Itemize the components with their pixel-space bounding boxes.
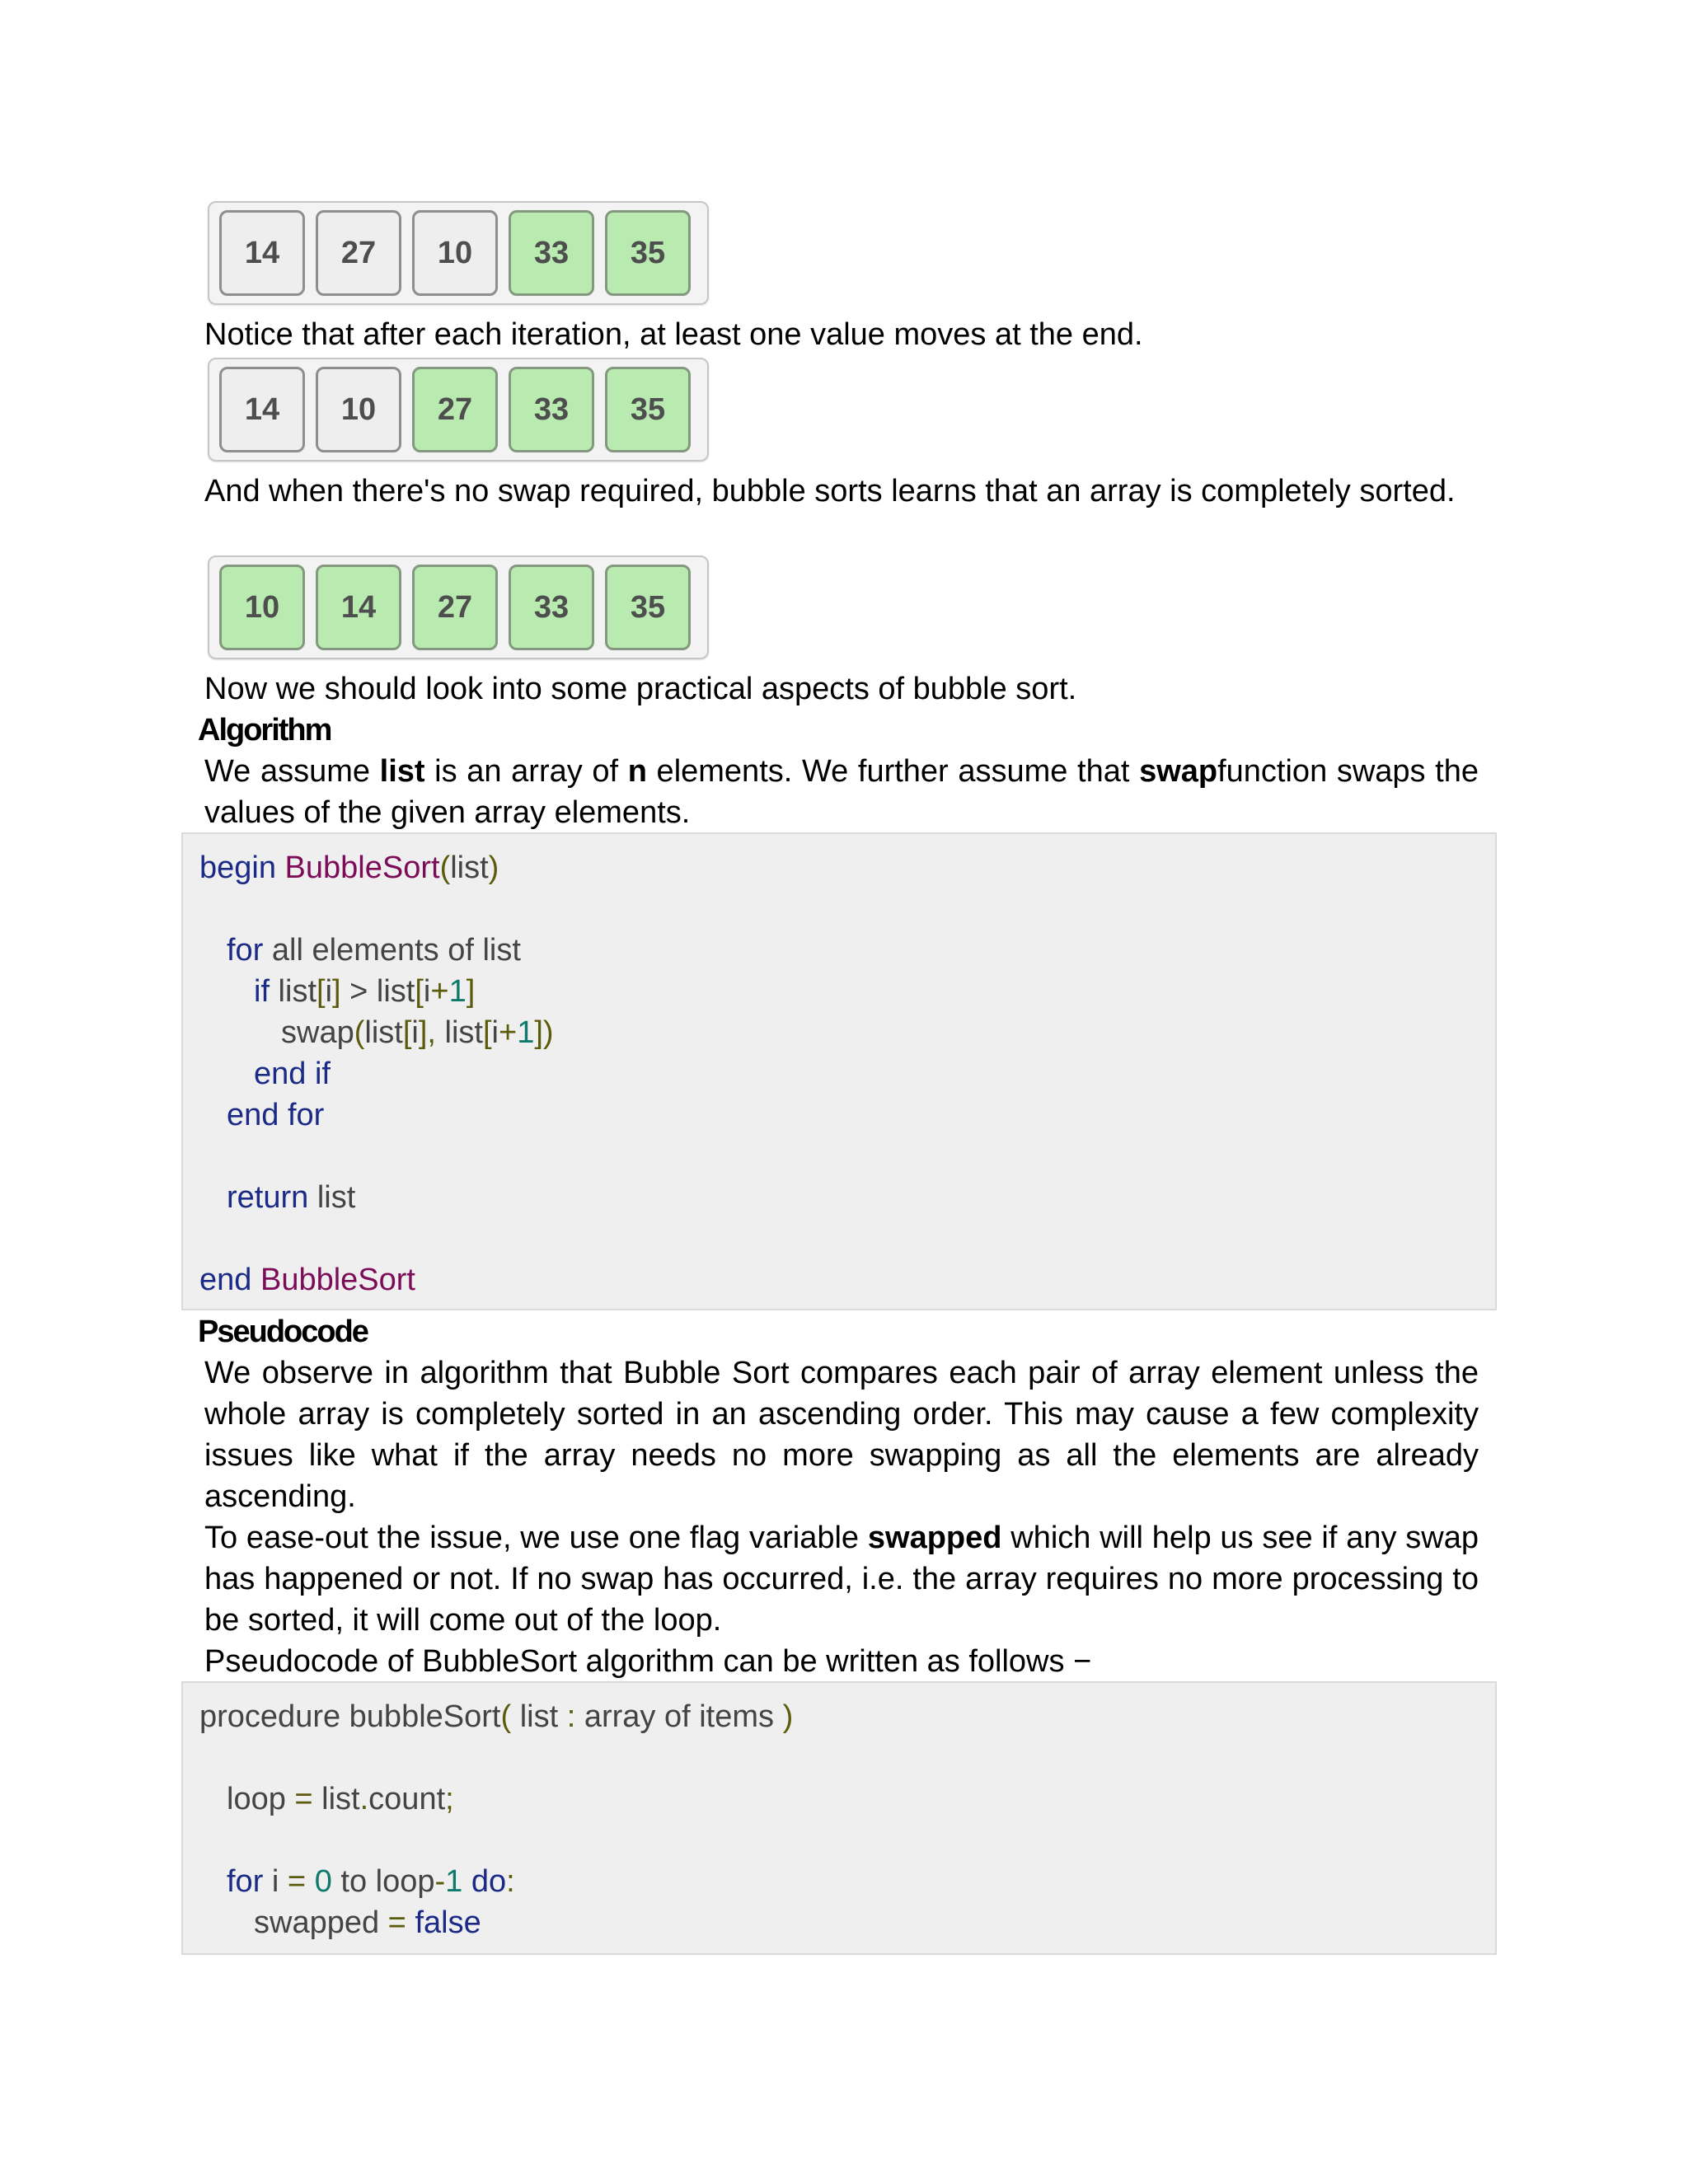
code-line: if list[i] > list[i+1] bbox=[254, 974, 476, 1009]
paragraph: And when there's no swap required, bubble sorts learns that an array is completely sorted. bbox=[204, 474, 1456, 509]
array-cell-sorted: 27 bbox=[412, 367, 498, 452]
section-heading: Pseudocode bbox=[198, 1315, 368, 1349]
array-diagram bbox=[208, 358, 709, 462]
array-cell: 14 bbox=[219, 210, 305, 296]
array-cell-sorted: 33 bbox=[509, 210, 594, 296]
array-diagram bbox=[208, 201, 709, 305]
array-cell-sorted: 35 bbox=[605, 367, 691, 452]
code-block bbox=[181, 1681, 1497, 1955]
array-cell-sorted: 10 bbox=[219, 565, 305, 650]
code-line: procedure bubbleSort( list : array of items ) bbox=[199, 1699, 794, 1734]
code-block bbox=[181, 832, 1497, 1310]
code-line: swap(list[i], list[i+1]) bbox=[281, 1015, 554, 1050]
paragraph: Pseudocode of BubbleSort algorithm can be written as follows − bbox=[204, 1644, 1092, 1679]
code-line: return list bbox=[227, 1180, 356, 1215]
paragraph: We assume list is an array of n elements. We further assume that swapfunction swaps the values of the given array elements. bbox=[204, 754, 1479, 830]
array-cell: 14 bbox=[219, 367, 305, 452]
code-line: loop = list.count; bbox=[227, 1782, 454, 1816]
code-line: end for bbox=[227, 1098, 325, 1132]
array-cell: 27 bbox=[316, 210, 401, 296]
paragraph: We observe in algorithm that Bubble Sort compares each pair of array element unless the whole array is completely sorted in an ascending order. This may cause a few complexity issues like what if the array needs no more swapping as all the elements are already ascending. bbox=[204, 1356, 1479, 1514]
code-line: swapped = false bbox=[254, 1905, 481, 1940]
array-cell: 10 bbox=[316, 367, 401, 452]
array-cell-sorted: 14 bbox=[316, 565, 401, 650]
array-cell-sorted: 33 bbox=[509, 565, 594, 650]
paragraph: Now we should look into some practical aspects of bubble sort. bbox=[204, 672, 1077, 706]
code-line: end BubbleSort bbox=[199, 1263, 415, 1297]
paragraph: Notice that after each iteration, at least one value moves at the end. bbox=[204, 317, 1143, 352]
code-line: for i = 0 to loop-1 do: bbox=[227, 1864, 515, 1899]
code-line: for all elements of list bbox=[227, 933, 521, 968]
code-line: end if bbox=[254, 1057, 331, 1091]
array-cell-sorted: 33 bbox=[509, 367, 594, 452]
array-cell-sorted: 27 bbox=[412, 565, 498, 650]
paragraph: To ease-out the issue, we use one flag variable swapped which will help us see if any swap has happened or not. If no swap has occurred, i.e. the array requires no more processing to be sorted, it will come out of the loop. bbox=[204, 1521, 1479, 1638]
array-cell-sorted: 35 bbox=[605, 565, 691, 650]
array-cell-sorted: 35 bbox=[605, 210, 691, 296]
section-heading: Algorithm bbox=[198, 713, 331, 748]
array-diagram bbox=[208, 555, 709, 659]
code-line: begin BubbleSort(list) bbox=[199, 851, 499, 885]
array-cell: 10 bbox=[412, 210, 498, 296]
